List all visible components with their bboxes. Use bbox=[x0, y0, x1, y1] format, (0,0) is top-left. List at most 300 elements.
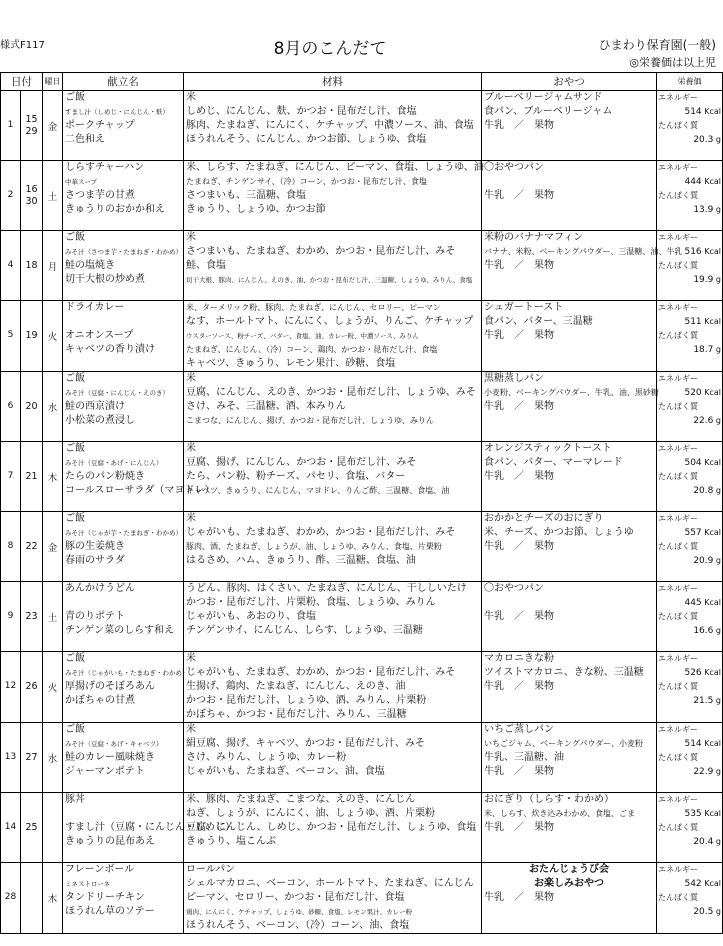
protein-label: たんぱく質 bbox=[658, 261, 698, 270]
snack-line: 牛乳 ／ 果物 bbox=[484, 892, 554, 903]
menu-item: たらのパン粉焼き bbox=[65, 471, 145, 482]
ingredient-line: 豚肉、たまねぎ、にんにく、ケチャップ、中濃ソース、油、食塩 bbox=[186, 120, 474, 131]
protein-value: 20.9 bbox=[693, 556, 714, 566]
date-day-2: 22 bbox=[25, 540, 38, 552]
date-day-2: 18 bbox=[25, 259, 38, 271]
energy-value: 516 bbox=[684, 247, 702, 257]
protein-value: 20.5 bbox=[693, 907, 714, 917]
snack-line: 牛乳 ／ 果物 bbox=[484, 330, 554, 341]
date-cell bbox=[1, 512, 21, 582]
snack-line bbox=[482, 596, 656, 610]
energy-label: エネルギー bbox=[658, 93, 698, 102]
menu-item: 青のりポテト bbox=[65, 611, 125, 622]
energy-value-line bbox=[657, 807, 722, 821]
snack-line: 米、チーズ、かつお節、しょうゆ bbox=[484, 527, 634, 538]
energy-value: 535 bbox=[684, 809, 702, 819]
menu-item: みそ汁（じゃがいも・たまねぎ・わかめ） bbox=[65, 669, 189, 677]
protein-value-line bbox=[657, 203, 722, 217]
ingredient-line: はるさめ、ハム、きゅうり、酢、三温糖、食塩、油 bbox=[186, 555, 416, 566]
energy-value-line bbox=[657, 386, 722, 400]
protein-label: たんぱく質 bbox=[658, 542, 698, 551]
menu-item: みそ汁（豆腐・あげ・にんじん） bbox=[65, 459, 163, 467]
ingredients-cell bbox=[184, 582, 482, 652]
ingredient-line: 米 bbox=[186, 443, 196, 454]
menu-cell bbox=[63, 863, 184, 934]
snack-line bbox=[482, 484, 656, 498]
ingredients-cell bbox=[184, 91, 482, 161]
ingredients-cell bbox=[184, 231, 482, 301]
energy-label-line bbox=[657, 442, 722, 456]
snack-line: 食パン、バター、三温糖 bbox=[484, 316, 593, 327]
table-header-row bbox=[1, 73, 723, 91]
menu-item: ご飯 bbox=[65, 373, 85, 384]
header-ingredients: 材料 bbox=[184, 73, 482, 91]
ingredients-cell bbox=[184, 652, 482, 723]
energy-label-line bbox=[657, 161, 722, 175]
date-day-2: 21 bbox=[25, 470, 38, 482]
ingredient-line: たまねぎ、チンゲンサイ、（冷）コーン、かつお・昆布だし汁、食塩 bbox=[186, 177, 427, 186]
ingredient-line: ほうれんそう、にんじん、かつお節、しょうゆ、食塩 bbox=[186, 134, 427, 145]
date-day: 6 bbox=[7, 400, 14, 411]
date-cell bbox=[1, 161, 21, 231]
protein-unit: g bbox=[715, 345, 721, 354]
protein-label-line bbox=[657, 540, 722, 554]
nutrition-cell bbox=[657, 793, 723, 863]
date-day-2: 15 bbox=[25, 113, 38, 125]
protein-value: 13.9 bbox=[693, 205, 714, 215]
weekday-cell: 金 bbox=[43, 512, 63, 582]
protein-value-line bbox=[657, 414, 722, 428]
menu-cell bbox=[63, 723, 184, 793]
menu-item: オニオンスープ bbox=[65, 330, 134, 341]
date-day: 8 bbox=[7, 540, 14, 551]
date-cell-2 bbox=[21, 161, 43, 231]
energy-value: 445 bbox=[684, 598, 702, 608]
date-day: 9 bbox=[7, 610, 14, 621]
ingredient-line: さけ、みそ、三温糖、酒、本みりん bbox=[186, 401, 346, 412]
ingredient-line: 米 bbox=[186, 92, 196, 103]
date-day: 2 bbox=[7, 189, 14, 200]
protein-unit: g bbox=[715, 416, 721, 425]
weekday-cell: 土 bbox=[43, 582, 63, 652]
snack-line: 牛乳 ／ 果物 bbox=[484, 190, 554, 201]
menu-item: 小松菜の煮浸し bbox=[65, 415, 135, 426]
menu-item: ご飯 bbox=[65, 724, 85, 735]
snack-line: ツイストマカロニ、きな粉、三温糖 bbox=[484, 667, 644, 678]
protein-value: 21.5 bbox=[693, 696, 714, 706]
menu-item: 厚揚げのそぼろあん bbox=[65, 681, 155, 692]
protein-value: 16.6 bbox=[693, 626, 714, 636]
ingredient-line: シェルマカロニ、ベーコン、ホールトマト、たまねぎ、にんじん bbox=[186, 878, 474, 889]
snack-line: オレンジスティックトースト bbox=[484, 443, 612, 454]
energy-value: 511 bbox=[684, 317, 702, 327]
ingredient-line: さつまいも、三温糖、食塩 bbox=[186, 190, 306, 201]
ingredient-line: ロールパン bbox=[186, 864, 236, 875]
protein-unit: g bbox=[715, 907, 721, 916]
snack-line bbox=[482, 414, 656, 428]
protein-unit: g bbox=[715, 556, 721, 565]
menu-item bbox=[63, 807, 183, 821]
protein-label-line bbox=[657, 470, 722, 484]
energy-label-line bbox=[657, 863, 722, 877]
energy-unit: Kcal bbox=[704, 739, 721, 748]
protein-unit: g bbox=[715, 135, 721, 144]
date-day: 28 bbox=[4, 892, 17, 903]
menu-item: ミネストローネ bbox=[65, 880, 111, 888]
ingredient-line: 豆腐、にんじん、えのき、かつお・昆布だし汁、しょうゆ、みそ bbox=[186, 387, 476, 398]
protein-label-line bbox=[657, 400, 722, 414]
nutrition-cell bbox=[657, 372, 723, 442]
snack-line: 牛乳 ／ 果物 bbox=[484, 681, 554, 692]
menu-item: ご飯 bbox=[65, 232, 85, 243]
energy-label: エネルギー bbox=[658, 584, 698, 593]
menu-item: 二色和え bbox=[65, 134, 105, 145]
ingredient-line: キャベツ、きゅうり、レモン果汁、砂糖、食塩 bbox=[186, 358, 396, 369]
menu-item: みそ汁（豆腐・あげ・キャベツ） bbox=[65, 740, 163, 748]
energy-unit: Kcal bbox=[704, 809, 721, 818]
energy-label-line bbox=[657, 723, 722, 737]
ingredient-line: 米 bbox=[186, 232, 196, 243]
ingredient-line: たまねぎ、にんじん、（冷）コーン、鶏肉、かつお・昆布だし汁、食塩 bbox=[186, 345, 438, 354]
energy-label-line bbox=[657, 231, 722, 245]
energy-label-line bbox=[657, 512, 722, 526]
header-weekday: 曜日 bbox=[43, 73, 63, 91]
ingredients-cell bbox=[184, 863, 482, 934]
snack-line: いちごジャム、ベーキングパウダー、小麦粉 bbox=[484, 739, 643, 748]
protein-value: 22.9 bbox=[693, 767, 714, 777]
header-nutrition: 栄養価 bbox=[657, 73, 723, 91]
weekday-cell: 木 bbox=[43, 863, 63, 934]
menu-item bbox=[63, 596, 183, 610]
energy-value-line bbox=[657, 596, 722, 610]
nutrition-cell bbox=[657, 652, 723, 723]
menu-cell bbox=[63, 91, 184, 161]
protein-value-line bbox=[657, 273, 722, 287]
protein-value: 20.8 bbox=[693, 486, 714, 496]
protein-value: 22.6 bbox=[693, 416, 714, 426]
protein-label-line bbox=[657, 329, 722, 343]
nutrition-cell bbox=[657, 863, 723, 934]
table-row bbox=[1, 863, 723, 934]
date-cell-2 bbox=[21, 91, 43, 161]
snack-line: 食パン、バター、マーマレード bbox=[484, 457, 623, 468]
snack-line: 牛乳 ／ 果物 bbox=[484, 401, 554, 412]
snack-line: ブルーベリージャムサンド bbox=[484, 92, 603, 103]
menu-item: 鮭の西京漬け bbox=[65, 401, 125, 412]
menu-item: チンゲン菜のしらす和え bbox=[65, 625, 175, 636]
snack-cell bbox=[482, 161, 657, 231]
snack-line: 牛乳 ／ 果物 bbox=[484, 471, 554, 482]
snack-line: 牛乳 ／ 果物 bbox=[484, 822, 554, 833]
energy-unit: Kcal bbox=[704, 317, 721, 326]
nutrition-cell bbox=[657, 161, 723, 231]
weekday-cell: 火 bbox=[43, 652, 63, 723]
table-row bbox=[1, 372, 723, 442]
date-day: 14 bbox=[4, 821, 17, 832]
menu-item: コールスローサラダ（マヨドレ） bbox=[65, 485, 215, 496]
ingredients-cell bbox=[184, 512, 482, 582]
table-row bbox=[1, 793, 723, 863]
ingredient-line: ほうれんそう、ベーコン、（冷）コーン、油、食塩 bbox=[186, 920, 410, 931]
snack-line: お楽しみおやつ bbox=[534, 878, 604, 889]
protein-label: たんぱく質 bbox=[658, 121, 698, 130]
weekday-cell bbox=[43, 793, 63, 863]
table-row bbox=[1, 301, 723, 372]
menu-item: ご飯 bbox=[65, 513, 85, 524]
protein-label-line bbox=[657, 891, 722, 905]
nutrition-cell bbox=[657, 231, 723, 301]
snack-line: おかかとチーズのおにぎり bbox=[484, 513, 604, 524]
date-cell-2 bbox=[21, 372, 43, 442]
nutrition-cell bbox=[657, 512, 723, 582]
ingredient-line: 米 bbox=[186, 373, 196, 384]
date-cell-2 bbox=[21, 442, 43, 512]
protein-value-line bbox=[657, 835, 722, 849]
weekday-cell: 水 bbox=[43, 372, 63, 442]
protein-label-line bbox=[657, 821, 722, 835]
menu-item: ご飯 bbox=[65, 443, 85, 454]
snack-line bbox=[482, 554, 656, 568]
menu-item: キャベツの香り漬け bbox=[65, 344, 155, 355]
header-date: 日付 bbox=[1, 73, 43, 91]
energy-value-line bbox=[657, 737, 722, 751]
energy-value-line bbox=[657, 877, 722, 891]
snack-line bbox=[482, 694, 656, 708]
table-row bbox=[1, 512, 723, 582]
date-day-2: 16 bbox=[25, 183, 38, 195]
ingredient-line: なす、ホールトマト、にんにく、しょうが、りんご、ケチャップ bbox=[186, 316, 474, 327]
menu-item: 鮭のカレー風味焼き bbox=[65, 752, 155, 763]
menu-cell bbox=[63, 442, 215, 512]
energy-unit: Kcal bbox=[704, 107, 721, 116]
menu-item: ほうれん草のソテー bbox=[65, 906, 155, 917]
protein-unit: g bbox=[715, 486, 721, 495]
menu-item: ご飯 bbox=[65, 653, 85, 664]
ingredient-line: 切干大根、豚肉、にんじん、えのき、油、かつお・昆布だし汁、三温糖、しょうゆ、みりん、食塩 bbox=[186, 276, 473, 284]
snack-cell bbox=[482, 512, 657, 582]
table-row bbox=[1, 231, 723, 301]
menu-item: きゅうりの昆布あえ bbox=[65, 836, 155, 847]
date-day-2: 23 bbox=[25, 610, 38, 622]
menu-table bbox=[0, 72, 723, 934]
energy-unit: Kcal bbox=[704, 598, 721, 607]
ingredient-line: 米、しらす、たまねぎ、にんじん、ピーマン、食塩、しょうゆ、油 bbox=[186, 162, 484, 173]
ingredient-line: キャベツ、きゅうり、にんじん、マヨドレ、りんご酢、三温糖、食塩、油 bbox=[186, 486, 450, 495]
date-cell-2 bbox=[21, 512, 43, 582]
date-cell bbox=[1, 723, 21, 793]
date-cell bbox=[1, 582, 21, 652]
protein-unit: g bbox=[715, 275, 721, 284]
energy-value: 557 bbox=[684, 528, 702, 538]
ingredient-line: 米、ターメリック粉、豚肉、たまねぎ、にんじん、セロリー、ピーマン bbox=[186, 303, 441, 312]
menu-item: みそ汁（じゃが芋・たまねぎ・わかめ） bbox=[65, 529, 182, 537]
protein-label: たんぱく質 bbox=[658, 893, 698, 902]
snack-line: 〇おやつパン bbox=[484, 583, 544, 594]
menu-item: みそ汁（さつま芋・たまねぎ・わかめ） bbox=[65, 248, 182, 256]
protein-label-line bbox=[657, 189, 722, 203]
menu-item: 鮭の塩焼き bbox=[65, 260, 115, 271]
ingredient-line: ピーマン、セロリー、かつお・昆布だし汁、食塩 bbox=[186, 892, 405, 903]
ingredient-line: 生揚げ、鶏肉、たまねぎ、にんじん、えのき、油 bbox=[186, 681, 406, 692]
protein-value-line bbox=[657, 343, 722, 357]
ingredient-line: 鮭、食塩 bbox=[186, 260, 226, 271]
ingredient-line: 豆腐、揚げ、にんじん、かつお・昆布だし汁、みそ bbox=[186, 457, 417, 468]
energy-label: エネルギー bbox=[658, 163, 698, 172]
energy-value: 542 bbox=[684, 879, 702, 889]
weekday-cell: 木 bbox=[43, 442, 63, 512]
energy-label: エネルギー bbox=[658, 865, 698, 874]
date-day: 13 bbox=[4, 751, 17, 762]
snack-line: バナナ、米粉、ベーキングパウダー、三温糖、油、牛乳 bbox=[484, 247, 683, 256]
energy-label-line bbox=[657, 793, 722, 807]
date-cell-2 bbox=[21, 863, 43, 934]
table-row bbox=[1, 161, 723, 231]
ingredient-line: きゅうり、しょうゆ、かつお節 bbox=[186, 204, 326, 215]
menu-item: ジャーマンポテト bbox=[65, 766, 145, 777]
date-day-2: 27 bbox=[25, 751, 38, 763]
snack-cell bbox=[482, 91, 657, 161]
ingredient-line: チンゲンサイ、にんじん、しらす、しょうゆ、三温糖 bbox=[186, 625, 423, 636]
energy-label-line bbox=[657, 582, 722, 596]
energy-value: 514 bbox=[684, 107, 702, 117]
ingredient-line: 豚肉、酒、たまねぎ、しょうが、油、しょうゆ、みりん、食塩、片栗粉 bbox=[186, 542, 442, 551]
energy-label: エネルギー bbox=[658, 514, 698, 523]
snack-line: 牛乳 ／ 果物 bbox=[484, 541, 554, 552]
date-day-3: 29 bbox=[25, 125, 38, 137]
weekday-cell: 火 bbox=[43, 301, 63, 372]
date-day: 1 bbox=[7, 119, 14, 130]
ingredient-line: こまつな、にんじん、揚げ、かつお・昆布だし汁、しょうゆ、みりん bbox=[186, 416, 434, 425]
weekday-cell: 月 bbox=[43, 231, 63, 301]
date-cell-2 bbox=[21, 652, 43, 723]
ingredient-line: 豆腐、にんじん、しめじ、かつお・昆布だし汁、しょうゆ、食塩 bbox=[186, 822, 477, 833]
snack-cell bbox=[482, 652, 657, 723]
menu-cell bbox=[63, 582, 184, 652]
energy-unit: Kcal bbox=[704, 247, 721, 256]
protein-label: たんぱく質 bbox=[658, 331, 698, 340]
menu-cell bbox=[63, 161, 184, 231]
date-cell-2 bbox=[21, 582, 43, 652]
protein-label: たんぱく質 bbox=[658, 753, 698, 762]
date-day-3: 30 bbox=[25, 195, 38, 207]
ingredients-cell bbox=[184, 442, 482, 512]
date-cell-2 bbox=[21, 723, 43, 793]
menu-item: あんかけうどん bbox=[65, 583, 135, 594]
date-day: 5 bbox=[7, 330, 14, 341]
snack-line: 牛乳、三温糖、油 bbox=[484, 752, 564, 763]
snack-cell bbox=[482, 442, 657, 512]
protein-label: たんぱく質 bbox=[658, 823, 698, 832]
snack-cell bbox=[482, 582, 657, 652]
energy-label-line bbox=[657, 652, 722, 666]
menu-item: 春雨のサラダ bbox=[65, 555, 125, 566]
snack-line bbox=[482, 273, 656, 287]
menu-cell bbox=[63, 301, 184, 372]
ingredient-line: しめじ、にんじん、麩、かつお・昆布だし汁、食塩 bbox=[186, 106, 417, 117]
energy-value-line bbox=[657, 666, 722, 680]
ingredient-line: 絹豆腐、揚げ、キャベツ、かつお・昆布だし汁、みそ bbox=[186, 738, 425, 749]
snack-line bbox=[482, 905, 656, 919]
date-day-2: 26 bbox=[25, 681, 38, 693]
energy-label-line bbox=[657, 372, 722, 386]
protein-value-line bbox=[657, 694, 722, 708]
weekday-cell: 土 bbox=[43, 161, 63, 231]
ingredient-line: じゃがいも、たまねぎ、ベーコン、油、食塩 bbox=[186, 766, 385, 777]
protein-label-line bbox=[657, 119, 722, 133]
ingredient-line: うどん、豚肉、はくさい、たまねぎ、にんじん、干ししいたけ bbox=[186, 583, 467, 594]
protein-label: たんぱく質 bbox=[658, 682, 698, 691]
ingredient-line: 米 bbox=[186, 513, 196, 524]
snack-cell bbox=[482, 863, 657, 934]
energy-value-line bbox=[657, 456, 722, 470]
menu-item: かぼちゃの甘煮 bbox=[65, 695, 135, 706]
ingredient-line: たら、パン粉、粉チーズ、パセリ、食塩、バター bbox=[186, 471, 406, 482]
menu-item: ドライカレー bbox=[65, 302, 125, 313]
organization-name: ひまわり保育園(一般) bbox=[598, 38, 716, 52]
header-menu: 献立名 bbox=[63, 73, 184, 91]
snack-line: 米粉のバナナマフィン bbox=[484, 232, 584, 243]
energy-label: エネルギー bbox=[658, 725, 698, 734]
snack-line bbox=[482, 175, 656, 189]
menu-cell bbox=[63, 372, 184, 442]
energy-label: エネルギー bbox=[658, 654, 698, 663]
nutrition-cell bbox=[657, 301, 723, 372]
date-cell bbox=[1, 301, 21, 372]
snack-line bbox=[482, 203, 656, 217]
energy-value-line bbox=[657, 315, 722, 329]
ingredient-line: 米、豚肉、たまねぎ、こまつな、えのき、にんじん bbox=[186, 794, 416, 805]
ingredient-line: かぼちゃ、かつお・昆布だし汁、みりん、三温糖 bbox=[186, 709, 407, 720]
protein-value-line bbox=[657, 765, 722, 779]
protein-unit: g bbox=[715, 205, 721, 214]
snack-line: 牛乳 ／ 果物 bbox=[484, 611, 554, 622]
table-row bbox=[1, 442, 723, 512]
date-cell bbox=[1, 863, 21, 934]
energy-unit: Kcal bbox=[704, 528, 721, 537]
snack-cell bbox=[482, 372, 657, 442]
energy-value: 514 bbox=[684, 739, 702, 749]
ingredient-line: きゅうり、塩こんぶ bbox=[186, 836, 276, 847]
ingredient-line: さけ、みりん、しょうゆ、カレー粉 bbox=[186, 752, 347, 763]
energy-label-line bbox=[657, 301, 722, 315]
table-row bbox=[1, 91, 723, 161]
energy-label: エネルギー bbox=[658, 444, 698, 453]
ingredient-line: ねぎ、しょうが、にんにく、油、しょうゆ、酒、片栗粉 bbox=[186, 808, 435, 819]
snack-cell bbox=[482, 723, 657, 793]
date-cell bbox=[1, 793, 21, 863]
snack-line: 牛乳 ／ 果物 bbox=[484, 766, 554, 777]
protein-value: 18.7 bbox=[693, 345, 714, 355]
nutrition-cell bbox=[657, 582, 723, 652]
menu-cell bbox=[63, 652, 189, 723]
snack-line: いちご蒸しパン bbox=[484, 724, 554, 735]
energy-value-line bbox=[657, 175, 722, 189]
ingredient-line: さつまいも、たまねぎ、わかめ、かつお・昆布だし汁、みそ bbox=[186, 246, 456, 257]
energy-label: エネルギー bbox=[658, 374, 698, 383]
protein-unit: g bbox=[715, 626, 721, 635]
table-row bbox=[1, 723, 723, 793]
ingredient-line: 米 bbox=[186, 724, 196, 735]
menu-item: 豚の生姜焼き bbox=[65, 541, 125, 552]
table-row bbox=[1, 582, 723, 652]
date-day: 4 bbox=[7, 259, 14, 270]
snack-line: シュガートースト bbox=[484, 302, 564, 313]
energy-unit: Kcal bbox=[704, 177, 721, 186]
date-cell-2 bbox=[21, 231, 43, 301]
header-snack: おやつ bbox=[482, 73, 657, 91]
protein-label: たんぱく質 bbox=[658, 612, 698, 621]
menu-item bbox=[63, 315, 183, 329]
